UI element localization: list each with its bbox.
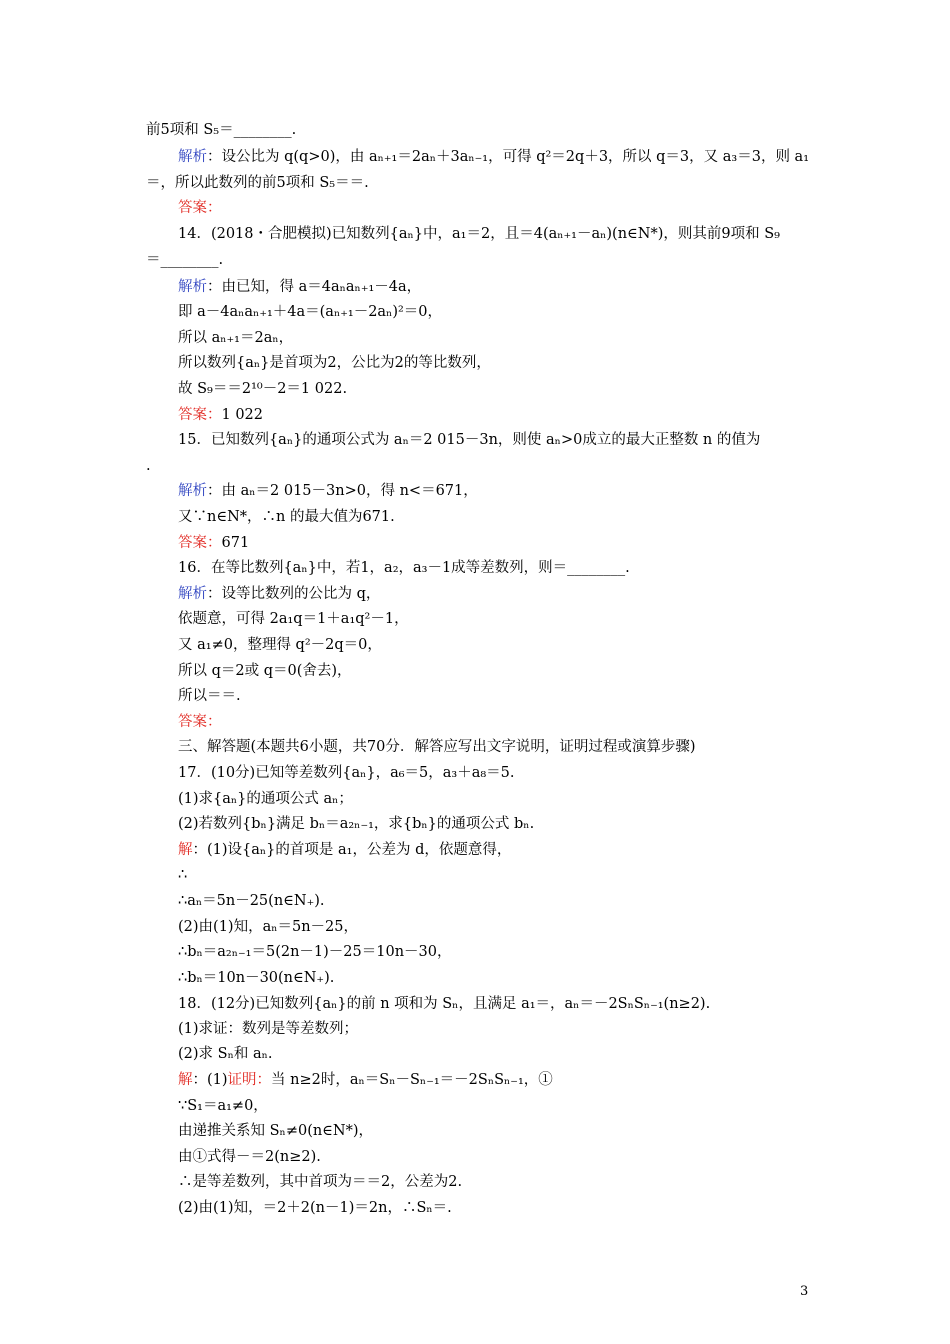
- line-text: ∴: [178, 867, 188, 883]
- line-text: (2)由(1)知，aₙ＝5n－25，: [178, 919, 359, 935]
- text-line: [178, 609, 409, 629]
- line-text: 依题意，可得 2a₁q＝1＋a₁q²－1，: [178, 611, 409, 627]
- text-line: [146, 456, 151, 476]
- line-text: (2)求 Sₙ和 aₙ.: [178, 1046, 273, 1062]
- line-text: ＝________.: [146, 252, 224, 268]
- line-text: ：设等比数列的公比为 q，: [207, 586, 381, 602]
- line-text: 又 a₁≠0，整理得 q²－2q＝0，: [178, 637, 382, 653]
- line-text: 前5项和 S₅＝________.: [146, 122, 297, 138]
- text-line: [178, 1147, 321, 1167]
- answer-label: 解: [178, 842, 193, 858]
- text-line: [178, 198, 222, 218]
- line-text: ：由已知，得 a＝4aₙaₙ₊₁－4a，: [207, 279, 422, 295]
- text-line: [178, 814, 534, 834]
- text-line: [178, 302, 442, 322]
- line-text: (2)由(1)知，＝2＋2(n－1)＝2n，∴Sₙ＝.: [178, 1200, 452, 1216]
- text-line: [178, 789, 353, 809]
- text-line: [146, 120, 296, 140]
- text-line: [178, 737, 696, 757]
- text-line: [178, 533, 249, 553]
- text-line: [178, 430, 760, 450]
- line-text: ∵S₁＝a₁≠0，: [178, 1098, 268, 1114]
- line-text: (2)若数列{bₙ}满足 bₙ＝a₂ₙ₋₁，求{bₙ}的通项公式 bₙ.: [178, 816, 535, 832]
- answer-label: 答案：: [178, 714, 222, 730]
- text-line: [178, 917, 358, 937]
- text-line: [146, 173, 369, 193]
- line-text: 由①式得－＝2(n≥2).: [178, 1149, 321, 1165]
- line-text: 故 S₉＝＝2¹⁰－2＝1 022.: [178, 381, 348, 397]
- line-text: (1)求证：数列是等差数列；: [178, 1021, 359, 1037]
- text-line: [178, 1070, 553, 1090]
- line-text: (1)求{aₙ}的通项公式 aₙ；: [178, 791, 353, 807]
- text-line: [178, 1096, 268, 1116]
- text-line: [178, 353, 491, 373]
- line-text: 15．已知数列{aₙ}的通项公式为 aₙ＝2 015－3n，则使 aₙ>0成立的最大正整数 n 的值为: [178, 432, 761, 448]
- line-text: ：(1)设{aₙ}的首项是 a₁，公差为 d，依题意得，: [192, 842, 512, 858]
- line-text: ∴是等差数列，其中首项为＝＝2，公差为2.: [178, 1174, 463, 1190]
- text-line: [178, 405, 263, 425]
- line-text: .: [146, 458, 151, 474]
- text-line: [146, 250, 223, 270]
- line-text: 16．在等比数列{aₙ}中，若1，a₂，a₃－1成等差数列，则＝________.: [178, 560, 630, 576]
- text-line: [178, 942, 452, 962]
- line-text: ∴bₙ＝a₂ₙ₋₁＝5(2n－1)－25＝10n－30，: [178, 944, 452, 960]
- answer-label: 答案：: [178, 535, 222, 551]
- text-line: [178, 712, 222, 732]
- text-line: [178, 635, 382, 655]
- line-text: ∴aₙ＝5n－25(n∈N₊).: [178, 893, 325, 909]
- analysis-label: 解析: [178, 279, 207, 295]
- analysis-label: 解析: [178, 586, 207, 602]
- text-line: [178, 763, 515, 783]
- line-text: 当 n≥2时，aₙ＝Sₙ－Sₙ₋₁＝－2SₙSₙ₋₁，①: [271, 1072, 553, 1088]
- text-line: [178, 379, 347, 399]
- answer-label: 证明：: [227, 1072, 272, 1088]
- line-text: 所以 aₙ₊₁＝2aₙ，: [178, 330, 294, 346]
- text-line: [178, 1198, 452, 1218]
- text-line: [178, 277, 421, 297]
- text-line: [178, 1044, 273, 1064]
- text-line: [178, 328, 293, 348]
- text-line: [178, 558, 630, 578]
- line-text: ：设公比为 q(q>0)，由 aₙ₊₁＝2aₙ＋3aₙ₋₁，可得 q²＝2q＋3，所以 q＝3，又 a₃＝3，则 a₁: [207, 149, 810, 165]
- line-text: 14．(2018・合肥模拟)已知数列{aₙ}中，a₁＝2，且＝4(aₙ₊₁－aₙ)(n∈N*)，则其前9项和 S₉: [178, 226, 780, 242]
- text-line: [178, 1121, 373, 1141]
- text-line: [178, 1172, 462, 1192]
- text-line: [178, 840, 511, 860]
- analysis-label: 解析: [178, 483, 207, 499]
- line-text: 18．(12分)已知数列{aₙ}的前 n 项和为 Sₙ，且满足 a₁＝，aₙ＝－2SₙSₙ₋₁(n≥2).: [178, 996, 711, 1012]
- answer-label: 答案：: [178, 407, 222, 423]
- text-line: [178, 891, 325, 911]
- text-line: [178, 584, 380, 604]
- text-line: [178, 968, 334, 988]
- line-text: ＝，所以此数列的前5项和 S₅＝＝.: [146, 175, 369, 191]
- line-text: 即 a－4aₙaₙ₊₁＋4a＝(aₙ₊₁－2aₙ)²＝0，: [178, 304, 443, 320]
- answer-label: 解: [178, 1072, 193, 1088]
- text-line: [178, 224, 780, 244]
- line-text: 1 022: [221, 407, 264, 423]
- line-text: 所以＝＝.: [178, 688, 241, 704]
- answer-label: 答案：: [178, 200, 222, 216]
- line-text: ：(1): [192, 1072, 228, 1088]
- text-line: [178, 994, 710, 1014]
- text-line: [178, 661, 352, 681]
- page-number: 3: [800, 1284, 809, 1299]
- text-line: [178, 686, 241, 706]
- line-text: 又∵n∈N*，∴n 的最大值为671.: [178, 509, 395, 525]
- text-line: [178, 147, 809, 167]
- line-text: 所以数列{aₙ}是首项为2，公比为2的等比数列，: [178, 355, 491, 371]
- text-line: [178, 865, 187, 885]
- line-text: 由递推关系知 Sₙ≠0(n∈N*)，: [178, 1123, 374, 1139]
- text-line: [178, 507, 395, 527]
- line-text: 所以 q＝2或 q＝0(舍去)，: [178, 663, 352, 679]
- line-text: 三、解答题(本题共6小题，共70分．解答应写出文字说明，证明过程或演算步骤): [178, 739, 696, 755]
- line-text: ∴bₙ＝10n－30(n∈N₊).: [178, 970, 335, 986]
- line-text: 671: [221, 535, 250, 551]
- line-text: 17．(10分)已知等差数列{aₙ}，a₆＝5，a₃＋a₈＝5.: [178, 765, 515, 781]
- analysis-label: 解析: [178, 149, 207, 165]
- text-line: [178, 481, 478, 501]
- line-text: ：由 aₙ＝2 015－3n>0，得 n<＝671，: [207, 483, 478, 499]
- text-line: [178, 1019, 358, 1039]
